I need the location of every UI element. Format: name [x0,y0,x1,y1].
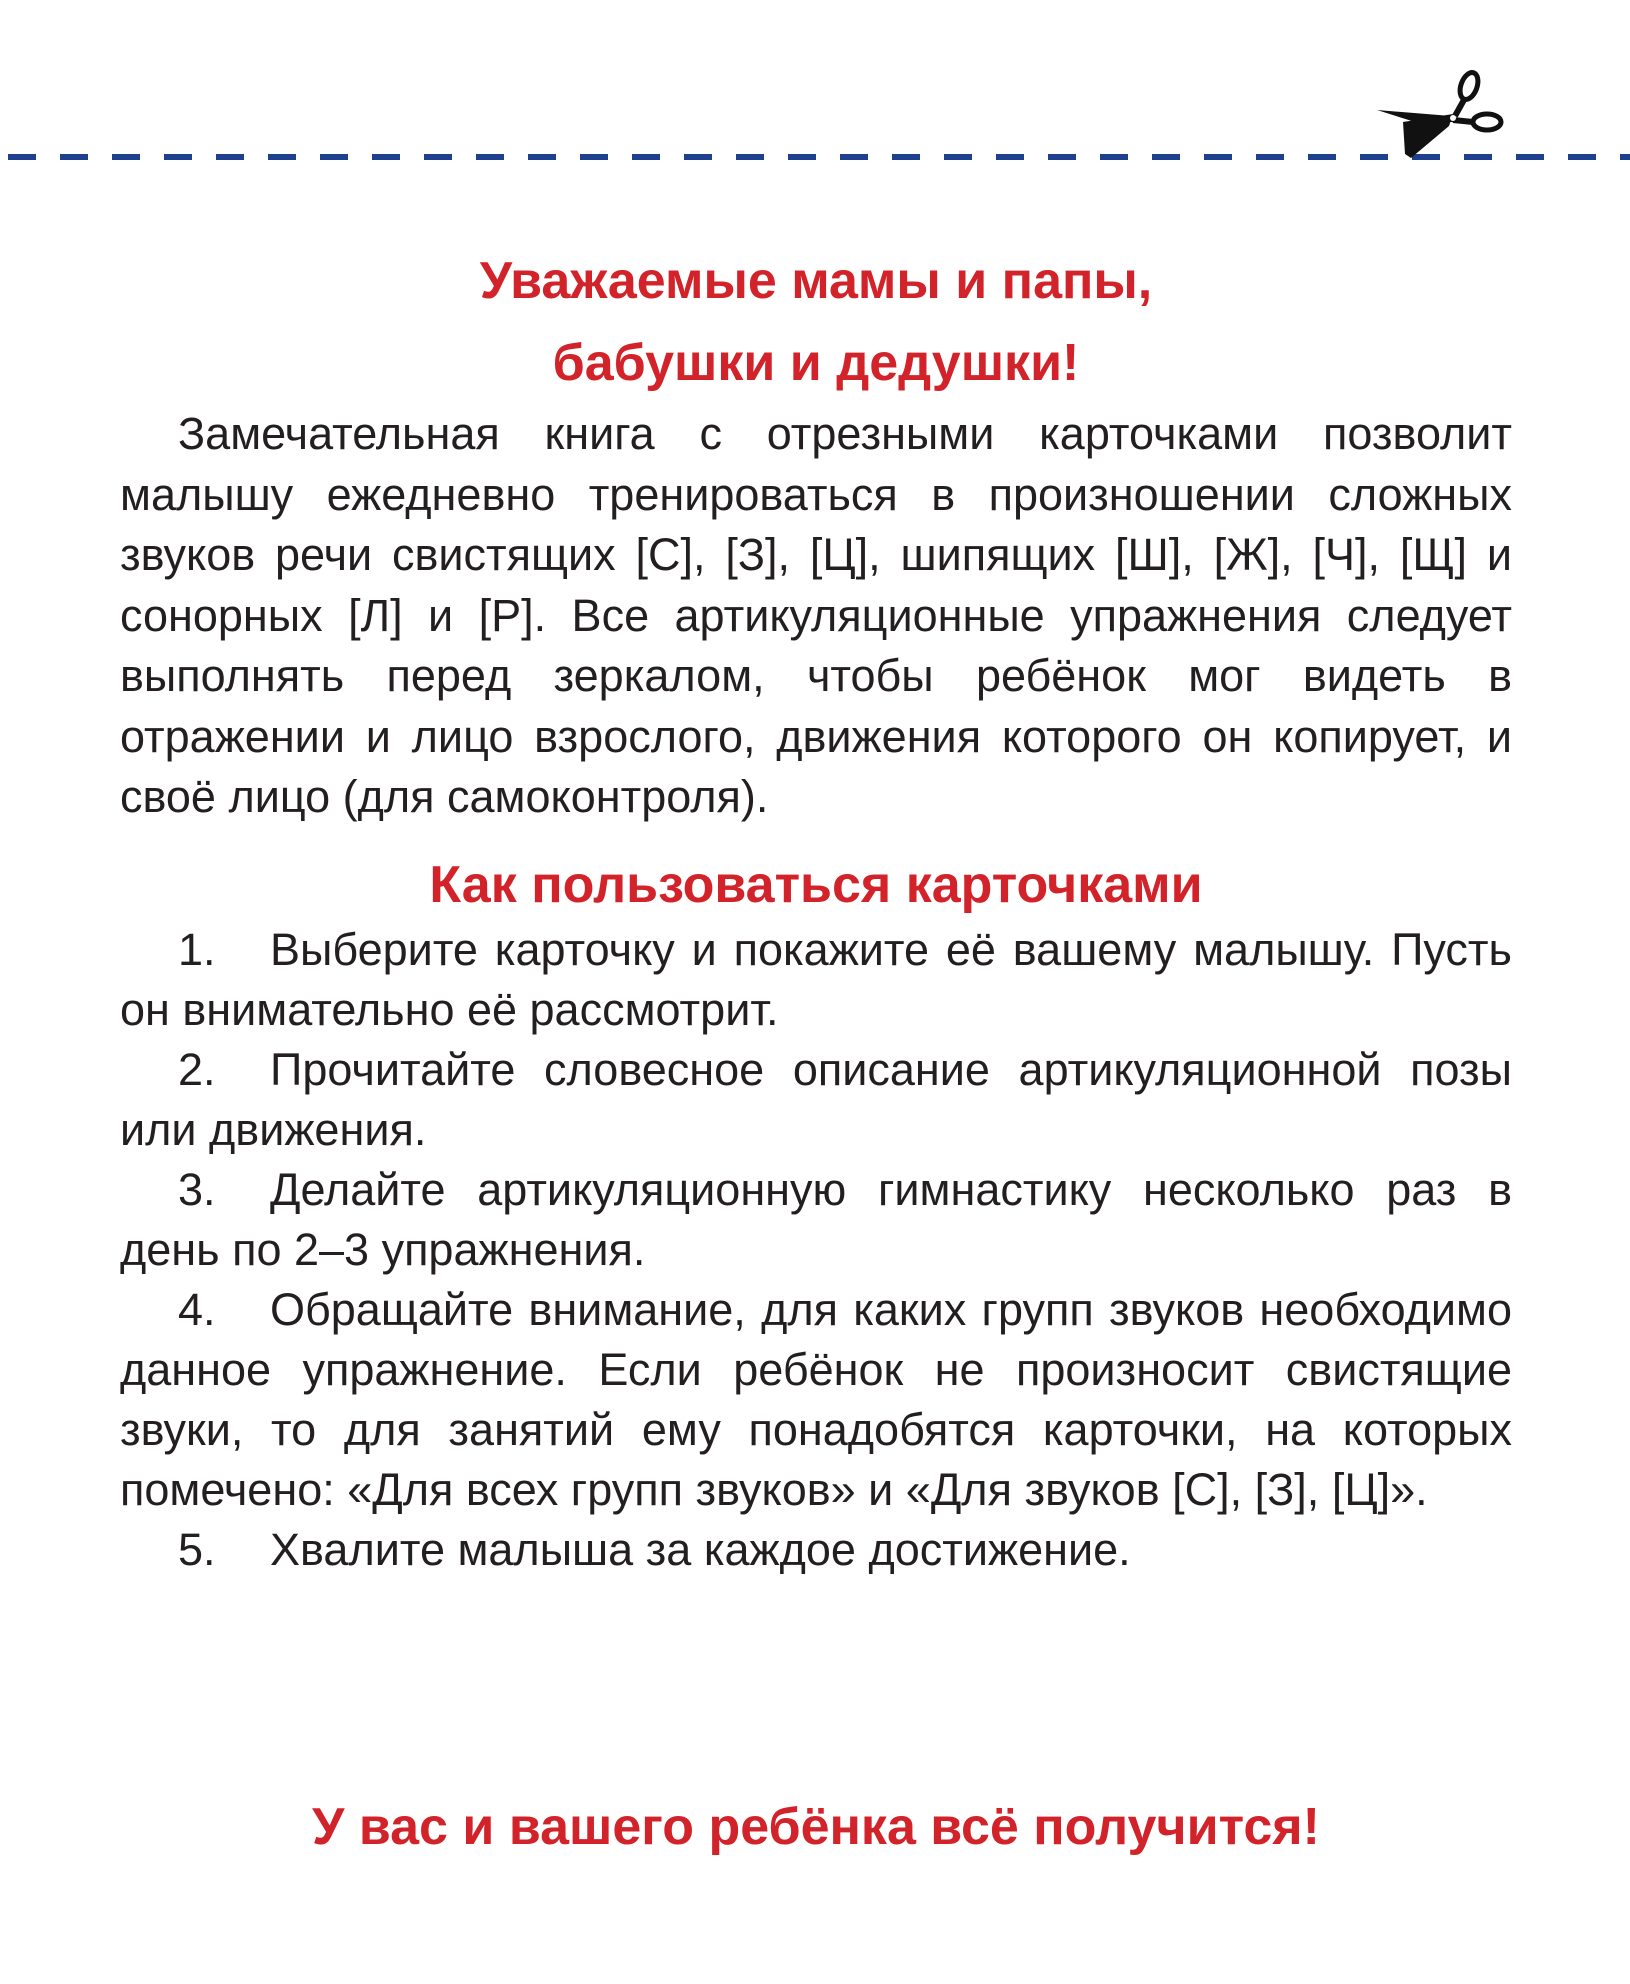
step-number: 3. [178,1163,216,1215]
step-number: 5. [178,1523,216,1575]
intro-paragraph: Замечательная книга с отрезными карточками позволит малышу ежедневно тренироваться в произношении сложных звуков речи свистящих [С], [З], [Ц], шипящих [Ш], [Ж], [Ч], [Щ] и сонорных [Л] и [Р]. Все артикуляционные упражнения следует выполнять перед зеркалом, чтобы ребёнок мог видеть в отражении и лицо взрослого, движения которого он копирует, и своё лицо (для самоконтроля). [120,408,1512,822]
list-item [120,1160,1512,1280]
page-content [120,240,1512,1580]
list-item [120,920,1512,1040]
list-item [120,1280,1512,1520]
step-text: Хвалите малыша за каждое достижение. [270,1523,1131,1575]
scissors-icon [1375,66,1505,158]
step-number: 4. [178,1283,216,1335]
greeting-title [120,240,1512,404]
greeting-line-2: бабушки и дедушки! [552,334,1080,392]
closing-message: У вас и вашего ребёнка всё получится! [312,1798,1320,1856]
greeting-line-1: Уважаемые мамы и папы, [479,252,1153,310]
step-text: Обращайте внимание, для каких групп звуков необходимо данное упражнение. Если ребёнок не произносит свистящие звуки, то для занятий ему понадобятся карточки, на которых помечено: «Для всех групп звуков» и «Для звуков [С], [З], [Ц]». [120,1283,1512,1515]
step-number: 2. [178,1043,216,1095]
step-number: 1. [178,923,216,975]
step-text: Выберите карточку и покажите её вашему малышу. Пусть он внимательно её рассмотрит. [120,923,1512,1035]
step-text: Делайте артикуляционную гимнастику несколько раз в день по 2–3 упражнения. [120,1163,1512,1275]
list-item [120,1520,1512,1580]
step-text: Прочитайте словесное описание артикуляционной позы или движения. [120,1043,1512,1155]
list-item [120,1040,1512,1160]
steps-list [120,920,1512,1580]
howto-title: Как пользоваться карточками [429,855,1203,914]
